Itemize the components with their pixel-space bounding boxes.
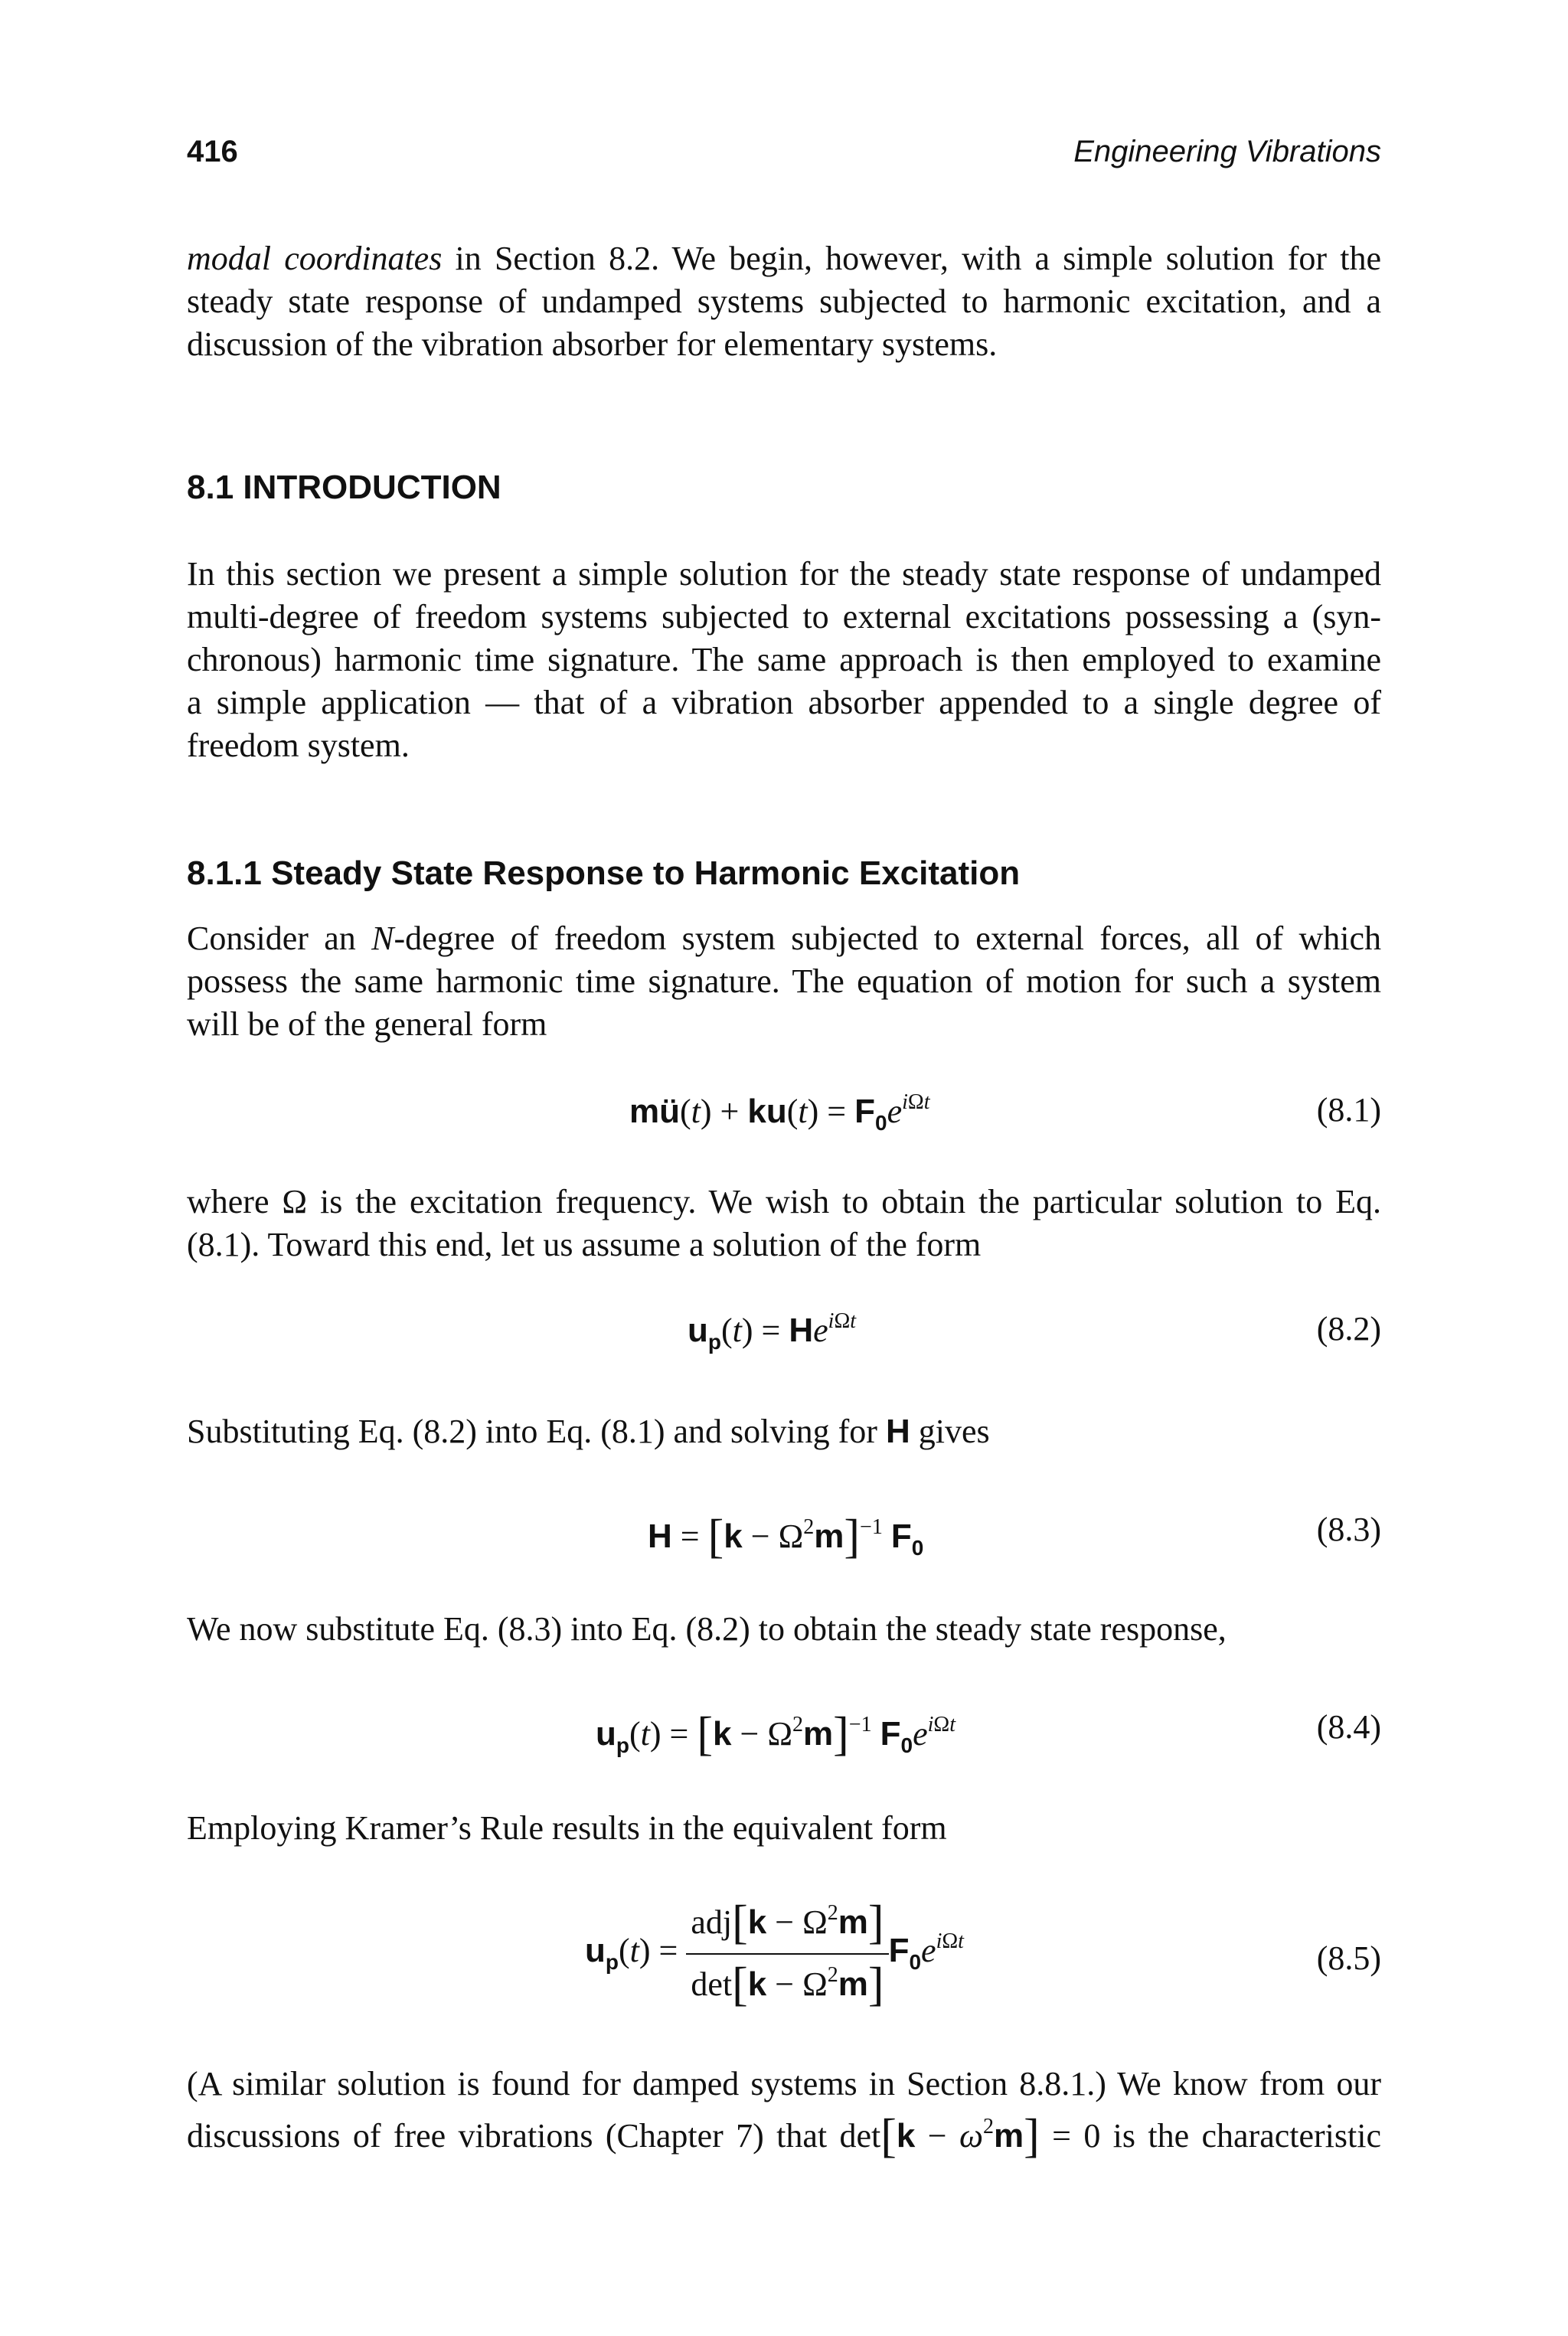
- paragraph-after-8-5: [187, 2063, 1381, 2162]
- section-8-1-1-paragraph: [187, 917, 1381, 1046]
- paragraph-line: Consider an N-degree of freedom system subjected to external forces, all of which: [187, 920, 1382, 957]
- paragraph-line: Employing Kramer’s Rule results in the equivalent form: [187, 1809, 947, 1847]
- equation-8-2-body: $u_p(t) = He^{i\Omega t}$: [688, 1309, 857, 1354]
- paragraph-line: where Ω is the excitation frequency. We wish to obtain the particular solution to Eq.: [187, 1183, 1381, 1220]
- paragraph-line: freedom system.: [187, 727, 410, 764]
- equation-number: (8.2): [1316, 1310, 1381, 1348]
- equation-8-5-body: $u_p(t)$ = $\frac{adj[k - \Omega^2m]}{\det[k - \Omega^2m]}$ $F_0e^{i\Omega t}$: [585, 1897, 964, 2011]
- section-8-1-paragraph: [187, 553, 1381, 767]
- paragraph-after-8-1: [187, 1181, 1381, 1266]
- paragraph-after-8-2: [187, 1410, 1381, 1453]
- equation-number: (8.3): [1316, 1511, 1381, 1548]
- paragraph-line: We now substitute Eq. (8.3) into Eq. (8.2) to obtain the steady state response,: [187, 1610, 1227, 1648]
- paragraph-line: Substituting Eq. (8.2) into Eq. (8.1) and solving for H gives: [187, 1413, 990, 1450]
- paragraph-line: chronous) harmonic time signature. The same approach is then employed to examine: [187, 641, 1381, 678]
- paragraph-line: a simple application — that of a vibration absorber appended to a single degree of: [187, 684, 1381, 721]
- equation-8-5: [187, 1888, 1381, 2026]
- paragraph-line: (A similar solution is found for damped systems in Section 8.8.1.) We know from our: [187, 2065, 1381, 2102]
- paragraph-line: (8.1). Toward this end, let us assume a solution of the form: [187, 1226, 982, 1263]
- equation-8-5-fraction: $\frac{adj[k - \Omega^2m]}{\det[k - \Omega^2m]}$: [686, 1896, 888, 2012]
- paragraph-line: discussions of free vibrations (Chapter 7) that $\det[k - \omega^2m] = 0$ is the characteristic: [187, 2110, 1381, 2162]
- equation-8-4: [187, 1707, 1381, 1769]
- equation-number: (8.5): [1316, 1939, 1381, 1977]
- paragraph-line: multi-degree of freedom systems subjected to external excitations possessing a (syn-: [187, 598, 1381, 635]
- paragraph-line: steady state response of undamped systems subjected to harmonic excitation, and a: [187, 283, 1381, 320]
- paragraph-after-8-3: [187, 1608, 1381, 1651]
- paragraph-line: discussion of the vibration absorber for elementary systems.: [187, 325, 998, 363]
- running-title: Engineering Vibrations: [1073, 135, 1381, 168]
- equation-8-4-body: $u_p(t) = [k - \Omega^2m]^{-1}$ $F_0e^{i\Omega t}$: [596, 1708, 956, 1760]
- intro-paragraph: [187, 237, 1381, 366]
- equation-number: (8.4): [1316, 1708, 1381, 1746]
- equation-8-1-body: mü(t) + $ku(t) = F_0e^{i\Omega t}$: [629, 1090, 930, 1135]
- equation-8-3: [187, 1510, 1381, 1571]
- section-heading-8-1-1: 8.1.1 Steady State Response to Harmonic Excitation: [187, 854, 1021, 892]
- page-header: [187, 135, 1381, 178]
- paragraph-line: possess the same harmonic time signature. The equation of motion for such a system: [187, 962, 1381, 1000]
- equation-8-1: [187, 1090, 1381, 1152]
- equation-8-2: [187, 1309, 1381, 1371]
- equation-8-3-body: $H = [k - \Omega^2m]^{-1}$ $F_0$: [648, 1511, 924, 1563]
- section-heading-8-1: 8.1 INTRODUCTION: [187, 469, 501, 506]
- page-number: 416: [187, 135, 238, 168]
- paragraph-line: In this section we present a simple solution for the steady state response of undamped: [187, 555, 1381, 593]
- paragraph-line: will be of the general form: [187, 1005, 547, 1043]
- paragraph-line: modal coordinates in Section 8.2. We begin, however, with a simple solution for the: [187, 240, 1382, 277]
- paragraph-after-8-4: [187, 1807, 1381, 1850]
- equation-number: (8.1): [1316, 1091, 1381, 1129]
